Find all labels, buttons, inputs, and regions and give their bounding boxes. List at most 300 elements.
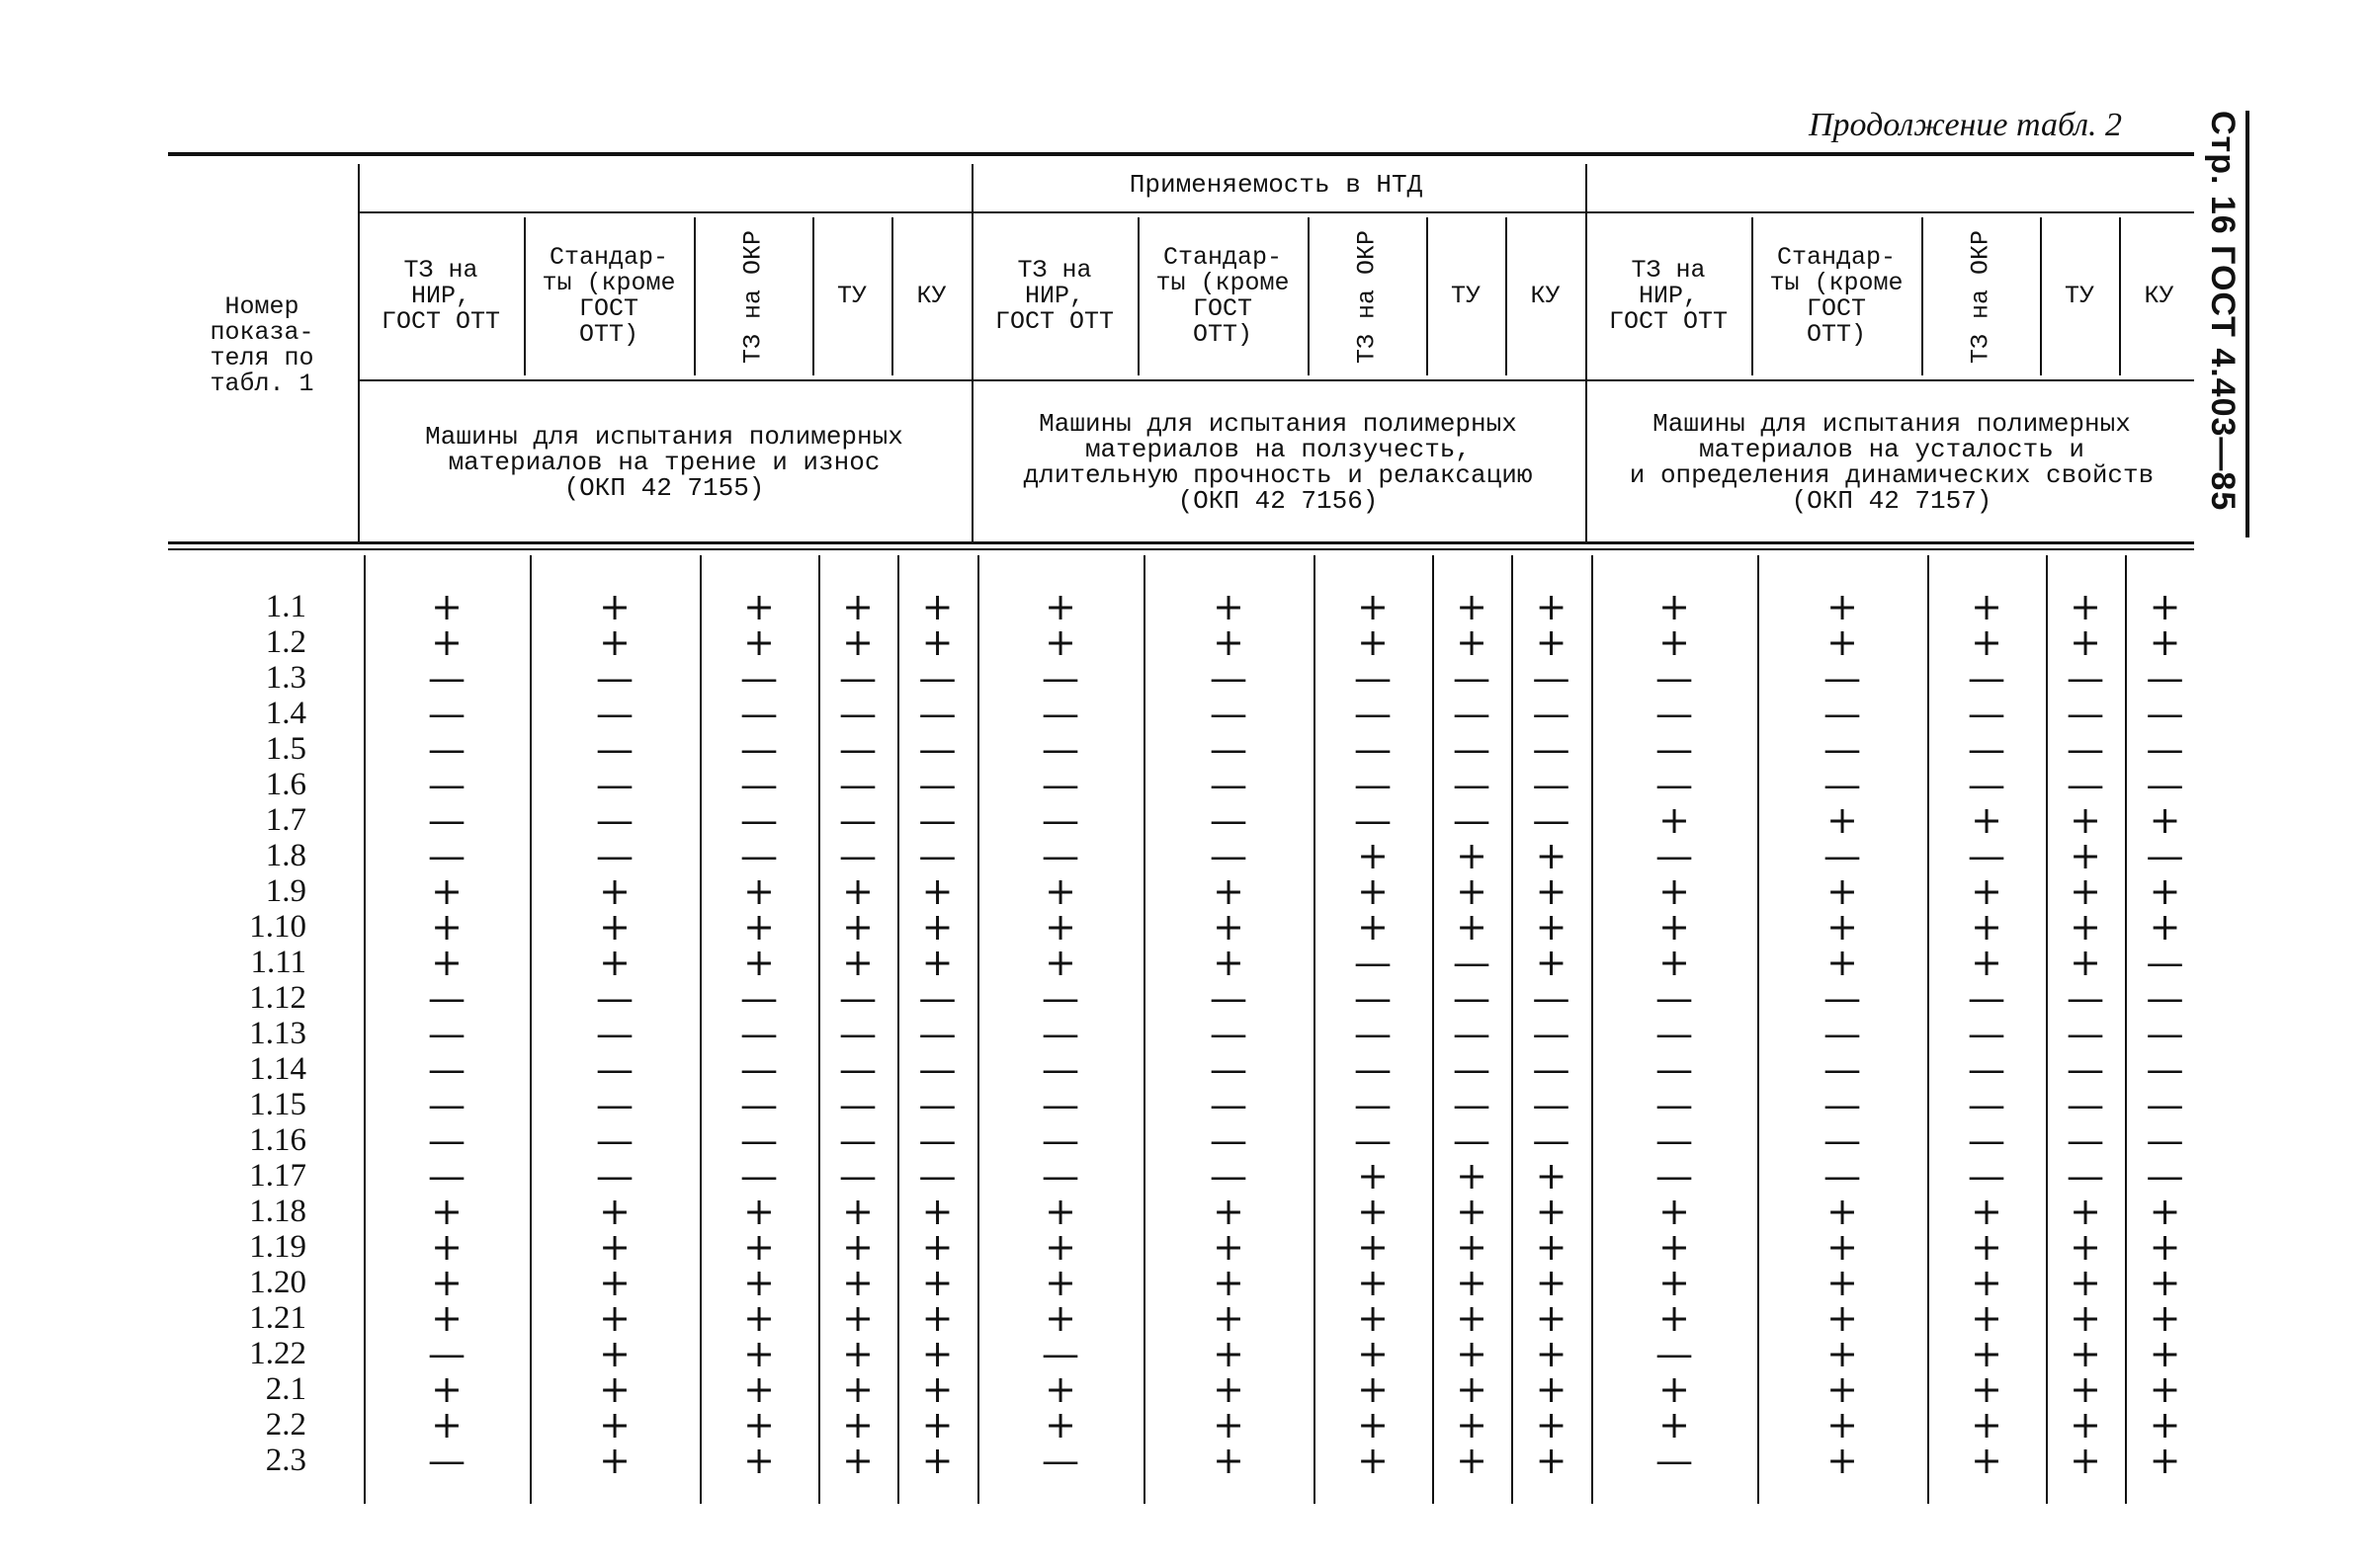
plus-mark: + bbox=[2070, 1296, 2101, 1340]
plus-mark: + bbox=[1658, 941, 1690, 984]
dash-mark: — bbox=[1532, 798, 1570, 842]
dash-mark: — bbox=[1453, 1118, 1490, 1162]
dash-mark: — bbox=[1453, 692, 1490, 735]
header-column-divider bbox=[1308, 217, 1310, 375]
dash-mark: — bbox=[2146, 1047, 2184, 1091]
plus-mark: + bbox=[921, 1261, 954, 1304]
row-number: 1.3 bbox=[265, 660, 306, 696]
header-column-divider bbox=[2119, 217, 2121, 375]
dash-mark: — bbox=[428, 1154, 466, 1197]
plus-mark: + bbox=[842, 905, 874, 949]
column-header-line: ГОСТ ОТТ bbox=[994, 307, 1115, 337]
dash-mark: — bbox=[1354, 692, 1392, 735]
dash-mark: — bbox=[2067, 656, 2104, 700]
row-number: 1.19 bbox=[249, 1229, 306, 1265]
plus-mark: + bbox=[599, 869, 631, 913]
column-header-line: НИР, bbox=[1024, 281, 1084, 310]
dash-mark: — bbox=[839, 1083, 877, 1126]
plus-mark: + bbox=[1971, 1296, 2002, 1340]
group-header-line: Машины для испытания полимерных bbox=[1039, 409, 1517, 439]
plus-mark: + bbox=[599, 1332, 631, 1375]
column-header-line: ТЗ на bbox=[1631, 255, 1706, 285]
dash-mark: — bbox=[2146, 976, 2184, 1020]
row-header-line: показа- bbox=[210, 317, 314, 347]
dash-mark: — bbox=[1354, 1047, 1392, 1091]
plus-mark: + bbox=[1826, 869, 1858, 913]
plus-mark: + bbox=[921, 869, 954, 913]
plus-mark: + bbox=[1045, 1190, 1076, 1233]
dash-mark: — bbox=[1968, 1012, 2005, 1055]
row-number: 1.17 bbox=[249, 1158, 306, 1194]
dash-mark: — bbox=[1354, 727, 1392, 771]
dash-mark: — bbox=[1532, 1118, 1570, 1162]
plus-mark: + bbox=[2149, 1190, 2181, 1233]
header-column-divider bbox=[1426, 217, 1428, 375]
plus-mark: + bbox=[2070, 1439, 2101, 1482]
dash-mark: — bbox=[1655, 727, 1693, 771]
column-header-line: НИР, bbox=[1638, 281, 1698, 310]
row-number: 2.1 bbox=[265, 1371, 306, 1407]
dash-mark: — bbox=[1968, 1047, 2005, 1091]
column-header-line: Стандар- bbox=[1162, 242, 1283, 272]
plus-mark: + bbox=[1357, 1367, 1389, 1411]
plus-mark: + bbox=[1658, 905, 1690, 949]
plus-mark: + bbox=[1535, 1403, 1567, 1446]
group-divider bbox=[1585, 164, 1587, 541]
dash-mark: — bbox=[1453, 656, 1490, 700]
dash-mark: — bbox=[740, 1047, 778, 1091]
row-number: 1.18 bbox=[249, 1194, 306, 1229]
header-bottom-rule bbox=[168, 541, 2194, 544]
plus-mark: + bbox=[1213, 1190, 1244, 1233]
plus-mark: + bbox=[842, 620, 874, 664]
plus-mark: + bbox=[1971, 941, 2002, 984]
plus-mark: + bbox=[1213, 620, 1244, 664]
row-number: 2.2 bbox=[265, 1407, 306, 1443]
plus-mark: + bbox=[599, 1225, 631, 1269]
dash-mark: — bbox=[2067, 1154, 2104, 1197]
plus-mark: + bbox=[1357, 834, 1389, 877]
plus-mark: + bbox=[1357, 1225, 1389, 1269]
plus-mark: + bbox=[2070, 1225, 2101, 1269]
plus-mark: + bbox=[431, 620, 463, 664]
plus-mark: + bbox=[1826, 1367, 1858, 1411]
header-column-divider bbox=[2040, 217, 2042, 375]
dash-mark: — bbox=[1655, 1154, 1693, 1197]
plus-mark: + bbox=[1658, 1225, 1690, 1269]
dash-mark: — bbox=[596, 692, 634, 735]
dash-mark: — bbox=[1042, 834, 1079, 877]
dash-mark: — bbox=[1210, 727, 1247, 771]
plus-mark: + bbox=[2149, 798, 2181, 842]
row-number: 1.14 bbox=[249, 1051, 306, 1087]
plus-mark: + bbox=[1456, 585, 1487, 628]
column-header-line: ОТТ) bbox=[578, 320, 638, 350]
column-header-line: ты (кроме bbox=[542, 268, 676, 297]
plus-mark: + bbox=[1826, 1225, 1858, 1269]
plus-mark: + bbox=[1535, 1296, 1567, 1340]
dash-mark: — bbox=[596, 656, 634, 700]
applicability-header: Применяемость в НТД bbox=[1129, 170, 1423, 201]
plus-mark: + bbox=[2149, 1332, 2181, 1375]
plus-mark: + bbox=[1456, 1367, 1487, 1411]
dash-mark: — bbox=[1655, 1083, 1693, 1126]
plus-mark: + bbox=[921, 1403, 954, 1446]
dash-mark: — bbox=[428, 1439, 466, 1482]
column-header-tz-okr bbox=[694, 215, 812, 377]
column-header-tz-nir bbox=[972, 215, 1138, 377]
column-header-line: ГОСТ bbox=[1192, 294, 1252, 323]
column-header-line: ТЗ на bbox=[403, 255, 478, 285]
column-header-tz-okr bbox=[1308, 215, 1426, 377]
column-header-tz-nir bbox=[1585, 215, 1751, 377]
plus-mark: + bbox=[1826, 798, 1858, 842]
plus-mark: + bbox=[1213, 1367, 1244, 1411]
plus-mark: + bbox=[431, 585, 463, 628]
dash-mark: — bbox=[596, 763, 634, 806]
dash-mark: — bbox=[1453, 727, 1490, 771]
plus-mark: + bbox=[1658, 1296, 1690, 1340]
plus-mark: + bbox=[1658, 585, 1690, 628]
plus-mark: + bbox=[2070, 834, 2101, 877]
dash-mark: — bbox=[1210, 1012, 1247, 1055]
dash-mark: — bbox=[839, 798, 877, 842]
plus-mark: + bbox=[1658, 1367, 1690, 1411]
dash-mark: — bbox=[596, 976, 634, 1020]
dash-mark: — bbox=[596, 1083, 634, 1126]
plus-mark: + bbox=[1456, 834, 1487, 877]
dash-mark: — bbox=[1042, 727, 1079, 771]
plus-mark: + bbox=[1971, 1367, 2002, 1411]
dash-mark: — bbox=[918, 692, 957, 735]
header-column-divider bbox=[1505, 217, 1507, 375]
dash-mark: — bbox=[1655, 1012, 1693, 1055]
plus-mark: + bbox=[1045, 1225, 1076, 1269]
dash-mark: — bbox=[1532, 656, 1570, 700]
plus-mark: + bbox=[1826, 1403, 1858, 1446]
header-column-divider bbox=[891, 217, 893, 375]
dash-mark: — bbox=[740, 692, 778, 735]
group-header-line: (ОКП 42 7155) bbox=[563, 473, 765, 503]
plus-mark: + bbox=[1456, 1439, 1487, 1482]
row-number: 1.2 bbox=[265, 624, 306, 660]
body-column-divider bbox=[1511, 555, 1513, 1504]
plus-mark: + bbox=[1971, 620, 2002, 664]
dash-mark: — bbox=[1968, 834, 2005, 877]
dash-mark: — bbox=[2067, 976, 2104, 1020]
dash-mark: — bbox=[428, 692, 466, 735]
dash-mark: — bbox=[918, 656, 957, 700]
column-header-standards bbox=[524, 215, 694, 377]
body-column-divider bbox=[2046, 555, 2048, 1504]
dash-mark: — bbox=[918, 798, 957, 842]
plus-mark: + bbox=[599, 620, 631, 664]
dash-mark: — bbox=[2067, 692, 2104, 735]
plus-mark: + bbox=[599, 941, 631, 984]
column-header-ku: КУ bbox=[1530, 281, 1561, 310]
dash-mark: — bbox=[839, 692, 877, 735]
column-header-tu: ТУ bbox=[2064, 281, 2094, 310]
group-header-line: материалов на ползучесть, bbox=[1084, 435, 1472, 464]
dash-mark: — bbox=[2067, 1083, 2104, 1126]
row-number: 1.8 bbox=[265, 838, 306, 873]
dash-mark: — bbox=[918, 727, 957, 771]
plus-mark: + bbox=[1357, 1403, 1389, 1446]
column-header-line: НИР, bbox=[410, 281, 470, 310]
dash-mark: — bbox=[2146, 941, 2184, 984]
dash-mark: — bbox=[1823, 1047, 1861, 1091]
row-number: 1.5 bbox=[265, 731, 306, 767]
dash-mark: — bbox=[2067, 1012, 2104, 1055]
plus-mark: + bbox=[842, 941, 874, 984]
plus-mark: + bbox=[743, 585, 775, 628]
dash-mark: — bbox=[1655, 692, 1693, 735]
plus-mark: + bbox=[743, 941, 775, 984]
plus-mark: + bbox=[842, 1332, 874, 1375]
plus-mark: + bbox=[921, 585, 954, 628]
header-column-divider bbox=[1751, 217, 1753, 375]
body-column-divider bbox=[818, 555, 820, 1504]
plus-mark: + bbox=[1456, 1154, 1487, 1197]
plus-mark: + bbox=[1456, 1296, 1487, 1340]
plus-mark: + bbox=[921, 620, 954, 664]
plus-mark: + bbox=[599, 1261, 631, 1304]
dash-mark: — bbox=[1968, 727, 2005, 771]
row-number: 1.12 bbox=[249, 980, 306, 1016]
row-number: 2.3 bbox=[265, 1443, 306, 1478]
dash-mark: — bbox=[839, 656, 877, 700]
column-header-line: ты (кроме bbox=[1769, 268, 1904, 297]
dash-mark: — bbox=[1532, 976, 1570, 1020]
plus-mark: + bbox=[1456, 1403, 1487, 1446]
plus-mark: + bbox=[431, 1190, 463, 1233]
side-rule bbox=[2245, 111, 2249, 537]
plus-mark: + bbox=[1045, 1403, 1076, 1446]
plus-mark: + bbox=[921, 1225, 954, 1269]
dash-mark: — bbox=[596, 727, 634, 771]
row-header-line: Номер bbox=[224, 291, 299, 321]
plus-mark: + bbox=[2149, 1439, 2181, 1482]
dash-mark: — bbox=[1453, 1047, 1490, 1091]
plus-mark: + bbox=[921, 1190, 954, 1233]
row-number-header bbox=[168, 287, 356, 405]
dash-mark: — bbox=[428, 798, 466, 842]
dash-mark: — bbox=[839, 727, 877, 771]
dash-mark: — bbox=[740, 1012, 778, 1055]
plus-mark: + bbox=[842, 869, 874, 913]
dash-mark: — bbox=[1354, 976, 1392, 1020]
plus-mark: + bbox=[599, 1439, 631, 1482]
plus-mark: + bbox=[1826, 1439, 1858, 1482]
page-side-header bbox=[2194, 111, 2253, 545]
plus-mark: + bbox=[1045, 620, 1076, 664]
plus-mark: + bbox=[1535, 1225, 1567, 1269]
plus-mark: + bbox=[1213, 1332, 1244, 1375]
dash-mark: — bbox=[428, 656, 466, 700]
plus-mark: + bbox=[1213, 905, 1244, 949]
dash-mark: — bbox=[740, 1083, 778, 1126]
dash-mark: — bbox=[1042, 656, 1079, 700]
dash-mark: — bbox=[1532, 763, 1570, 806]
plus-mark: + bbox=[1971, 869, 2002, 913]
dash-mark: — bbox=[1354, 656, 1392, 700]
dash-mark: — bbox=[428, 763, 466, 806]
row-number: 1.22 bbox=[249, 1336, 306, 1371]
group-header-line: материалов на трение и износ bbox=[448, 448, 881, 477]
plus-mark: + bbox=[1213, 941, 1244, 984]
dash-mark: — bbox=[1968, 763, 2005, 806]
body-column-divider bbox=[1432, 555, 1434, 1504]
group-header bbox=[972, 387, 1584, 537]
plus-mark: + bbox=[1357, 905, 1389, 949]
side-header-text: Стр. 16 ГОСТ 4.403—85 bbox=[2204, 111, 2242, 512]
plus-mark: + bbox=[599, 905, 631, 949]
dash-mark: — bbox=[2146, 1083, 2184, 1126]
dash-mark: — bbox=[1210, 976, 1247, 1020]
dash-mark: — bbox=[1453, 763, 1490, 806]
dash-mark: — bbox=[2067, 1047, 2104, 1091]
plus-mark: + bbox=[842, 1367, 874, 1411]
dash-mark: — bbox=[1210, 692, 1247, 735]
dash-mark: — bbox=[1823, 727, 1861, 771]
plus-mark: + bbox=[1971, 1261, 2002, 1304]
dash-mark: — bbox=[428, 1083, 466, 1126]
column-header-line: ГОСТ bbox=[1806, 294, 1866, 323]
plus-mark: + bbox=[1971, 585, 2002, 628]
dash-mark: — bbox=[1042, 1154, 1079, 1197]
dash-mark: — bbox=[918, 1118, 957, 1162]
dash-mark: — bbox=[1968, 656, 2005, 700]
plus-mark: + bbox=[1456, 869, 1487, 913]
dash-mark: — bbox=[1354, 1118, 1392, 1162]
group-header-line: (ОКП 42 7156) bbox=[1177, 486, 1379, 516]
plus-mark: + bbox=[842, 1439, 874, 1482]
plus-mark: + bbox=[1213, 1225, 1244, 1269]
plus-mark: + bbox=[2149, 620, 2181, 664]
dash-mark: — bbox=[918, 763, 957, 806]
dash-mark: — bbox=[1042, 1047, 1079, 1091]
plus-mark: + bbox=[2149, 585, 2181, 628]
plus-mark: + bbox=[743, 1439, 775, 1482]
plus-mark: + bbox=[1357, 1296, 1389, 1340]
plus-mark: + bbox=[1971, 798, 2002, 842]
plus-mark: + bbox=[1456, 620, 1487, 664]
row-number: 1.7 bbox=[265, 802, 306, 838]
body-column-divider bbox=[1927, 555, 1929, 1504]
group-header-line: (ОКП 42 7157) bbox=[1791, 486, 1992, 516]
dash-mark: — bbox=[1655, 976, 1693, 1020]
plus-mark: + bbox=[743, 1296, 775, 1340]
plus-mark: + bbox=[1213, 1439, 1244, 1482]
plus-mark: + bbox=[2149, 1296, 2181, 1340]
dash-mark: — bbox=[2146, 727, 2184, 771]
group-header-line: длительную прочность и релаксацию bbox=[1023, 460, 1533, 490]
plus-mark: + bbox=[1658, 1403, 1690, 1446]
dash-mark: — bbox=[1042, 1118, 1079, 1162]
plus-mark: + bbox=[743, 1261, 775, 1304]
dash-mark: — bbox=[1532, 1012, 1570, 1055]
dash-mark: — bbox=[596, 1118, 634, 1162]
row-number: 1.1 bbox=[265, 589, 306, 624]
dash-mark: — bbox=[1823, 834, 1861, 877]
dash-mark: — bbox=[1968, 1083, 2005, 1126]
plus-mark: + bbox=[1658, 1261, 1690, 1304]
plus-mark: + bbox=[743, 1367, 775, 1411]
plus-mark: + bbox=[2070, 620, 2101, 664]
column-header-ku: КУ bbox=[2144, 281, 2174, 310]
dash-mark: — bbox=[2146, 1012, 2184, 1055]
dash-mark: — bbox=[839, 1154, 877, 1197]
plus-mark: + bbox=[2149, 1367, 2181, 1411]
dash-mark: — bbox=[918, 1047, 957, 1091]
plus-mark: + bbox=[1658, 869, 1690, 913]
dash-mark: — bbox=[1823, 1083, 1861, 1126]
plus-mark: + bbox=[599, 585, 631, 628]
plus-mark: + bbox=[2070, 585, 2101, 628]
dash-mark: — bbox=[596, 798, 634, 842]
plus-mark: + bbox=[431, 869, 463, 913]
dash-mark: — bbox=[1823, 692, 1861, 735]
dash-mark: — bbox=[2067, 763, 2104, 806]
plus-mark: + bbox=[599, 1367, 631, 1411]
plus-mark: + bbox=[1213, 1403, 1244, 1446]
dash-mark: — bbox=[428, 1047, 466, 1091]
dash-mark: — bbox=[1210, 1154, 1247, 1197]
dash-mark: — bbox=[1823, 763, 1861, 806]
dash-mark: — bbox=[1655, 656, 1693, 700]
plus-mark: + bbox=[743, 1225, 775, 1269]
dash-mark: — bbox=[1655, 1047, 1693, 1091]
body-column-divider bbox=[2125, 555, 2127, 1504]
column-header-label: ТЗ на ОКР bbox=[1352, 229, 1382, 365]
plus-mark: + bbox=[1213, 585, 1244, 628]
plus-mark: + bbox=[1456, 1261, 1487, 1304]
group-header-line: и определения динамических свойств bbox=[1629, 460, 2155, 490]
dash-mark: — bbox=[1354, 798, 1392, 842]
header-column-divider bbox=[694, 217, 696, 375]
header-column-divider bbox=[1138, 217, 1140, 375]
plus-mark: + bbox=[1357, 620, 1389, 664]
dash-mark: — bbox=[2146, 1118, 2184, 1162]
dash-mark: — bbox=[2146, 692, 2184, 735]
plus-mark: + bbox=[743, 620, 775, 664]
column-header-line: Стандар- bbox=[1776, 242, 1897, 272]
dash-mark: — bbox=[839, 1047, 877, 1091]
dash-mark: — bbox=[740, 798, 778, 842]
plus-mark: + bbox=[1535, 585, 1567, 628]
plus-mark: + bbox=[1456, 1190, 1487, 1233]
dash-mark: — bbox=[2146, 1154, 2184, 1197]
plus-mark: + bbox=[1971, 1225, 2002, 1269]
plus-mark: + bbox=[743, 905, 775, 949]
plus-mark: + bbox=[743, 1190, 775, 1233]
row-header-line: теля по bbox=[210, 344, 314, 372]
dash-mark: — bbox=[1210, 656, 1247, 700]
dash-mark: — bbox=[1532, 692, 1570, 735]
dash-mark: — bbox=[1655, 1332, 1693, 1375]
dash-mark: — bbox=[2146, 656, 2184, 700]
plus-mark: + bbox=[842, 1403, 874, 1446]
dash-mark: — bbox=[1655, 763, 1693, 806]
plus-mark: + bbox=[2070, 1332, 2101, 1375]
dash-mark: — bbox=[1042, 1083, 1079, 1126]
dash-mark: — bbox=[839, 1118, 877, 1162]
plus-mark: + bbox=[2070, 1403, 2101, 1446]
dash-mark: — bbox=[1042, 1332, 1079, 1375]
plus-mark: + bbox=[431, 905, 463, 949]
plus-mark: + bbox=[1535, 869, 1567, 913]
applicability-rule bbox=[358, 211, 2194, 213]
